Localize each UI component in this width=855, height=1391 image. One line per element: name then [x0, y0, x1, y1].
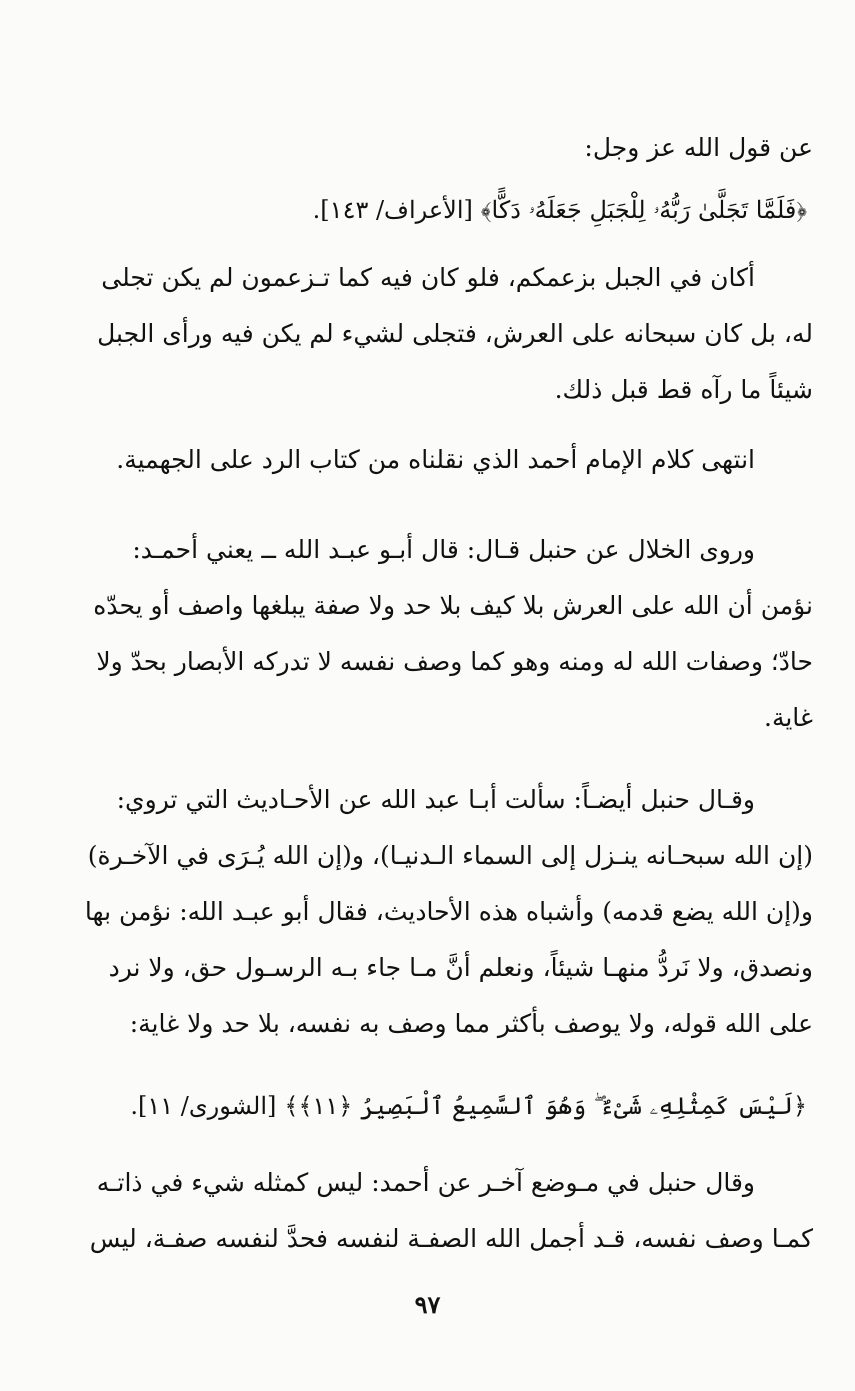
- ayah-text: فَلَمَّا تَجَلَّىٰ رَبُّهُۥ لِلْجَبَلِ جَعَلَهُۥ دَكًّا: [491, 196, 797, 224]
- quran-verse-araf: [72, 182, 813, 238]
- text-line: أكان في الجبل بزعمكم، فلو كان فيه كما تـزعمون لم يكن تجلى: [101, 263, 755, 292]
- ayah-line: [72, 182, 813, 238]
- text-line: نؤمن أن الله على العرش بلا كيف بلا حد ولا صفة يبلغها واصف أو يحدّه: [93, 591, 813, 620]
- text-line: له، بل كان سبحانه على العرش، فتجلى لشيء لم يكن فيه ورأى الجبل: [97, 319, 813, 348]
- ayah-text: لَيْسَ كَمِثْلِهِۦ شَىْءٌ ۖ وَهُوَ ٱلسَّمِيعُ ٱلْبَصِيرُ ﴿١١﴾: [298, 1092, 793, 1120]
- text-line: وروى الخلال عن حنبل قـال: قال أبـو عبـد الله ــ يعني أحمـد:: [132, 535, 755, 564]
- ayah-close-bracket: ﴾: [480, 196, 492, 224]
- text-line: ونصدق، ولا نَردُّ منهـا شيئاً، ونعلم أنَّ مـا جاء بـه الرسـول حق، ولا نرد: [108, 953, 813, 982]
- ayah-open-bracket: ﴿: [796, 196, 807, 224]
- ayah-close-bracket: ﴾: [284, 1092, 299, 1120]
- passage-3: [72, 432, 813, 488]
- passage-2: [72, 250, 813, 418]
- ayah-reference: [الأعراف/ ١٤٣].: [312, 196, 473, 224]
- text-line: حادّ؛ وصفات الله له ومنه وهو كما وصف نفسه لا تدركه الأبصار بحدّ ولا: [96, 647, 813, 676]
- page-number: ٩٧: [414, 1290, 441, 1319]
- passage-6: [72, 1155, 813, 1267]
- text-line: و(إن الله يضع قدمه) وأشباه هذه الأحاديث، فقال أبو عبـد الله: نؤمن بها: [84, 897, 813, 926]
- text-line: شيئاً ما رآه قط قبل ذلك.: [554, 375, 813, 404]
- ayah-reference: [الشورى/ ١١].: [130, 1092, 277, 1120]
- passage-5: [72, 772, 813, 1052]
- passage-1: [72, 120, 813, 176]
- text-line: (إن الله سبحـانه ينـزل إلى السماء الـدنيـا)، و(إن الله يُـرَى في الآخـرة): [87, 841, 813, 870]
- text-line: عن قول الله عز وجل:: [584, 133, 813, 162]
- text-line: وقـال حنبل أيضـاً: سألت أبـا عبد الله عن الأحـاديث التي تروي:: [116, 785, 755, 814]
- ayah-open-bracket: ﴿: [792, 1092, 807, 1120]
- text-line: انتهى كلام الإمام أحمد الذي نقلناه من كتاب الرد على الجهمية.: [116, 445, 755, 474]
- text-line: على الله قوله، ولا يوصف بأكثر مما وصف به نفسه، بلا حد ولا غاية:: [129, 1009, 813, 1038]
- ayah-line: [72, 1078, 813, 1134]
- text-line: وقال حنبل في مـوضع آخـر عن أحمد: ليس كمثله شيء في ذاتـه: [96, 1168, 755, 1197]
- text-line: غاية.: [764, 703, 813, 732]
- text-line: كمـا وصف نفسه، قـد أجمل الله الصفـة لنفسه فحدَّ لنفسه صفـة، ليس: [89, 1224, 813, 1253]
- passage-4: [72, 522, 813, 746]
- quran-verse-shura: [72, 1078, 813, 1134]
